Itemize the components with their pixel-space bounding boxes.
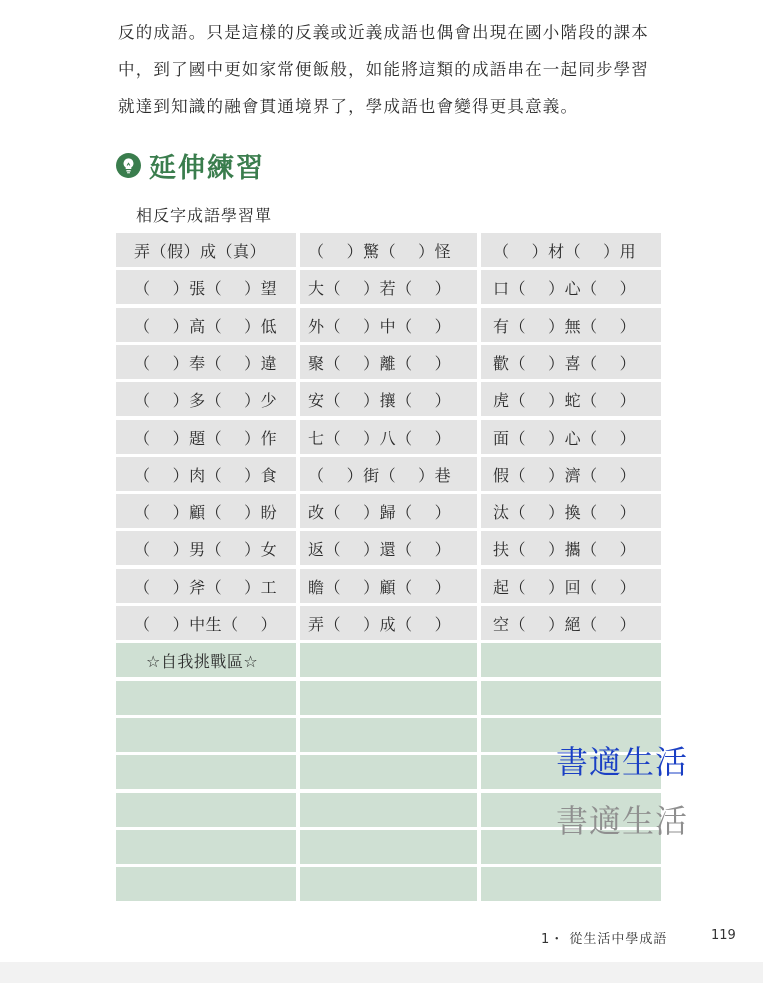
challenge-cell[interactable] <box>116 867 296 901</box>
idiom-cell: （ ）中生（ ） <box>116 606 296 640</box>
idiom-cell: （ ）斧（ ）工 <box>116 569 296 603</box>
idiom-cell: （ ）驚（ ）怪 <box>300 233 477 267</box>
idiom-cell: 安（ ）攘（ ） <box>300 382 477 416</box>
idiom-cell: （ ）材（ ）用 <box>481 233 661 267</box>
page-bottom-band <box>0 962 763 983</box>
idiom-cell: （ ）奉（ ）違 <box>116 345 296 379</box>
worksheet-title: 相反字成語學習單 <box>136 206 273 225</box>
idiom-cell: （ ）多（ ）少 <box>116 382 296 416</box>
idiom-cell: 汰（ ）換（ ） <box>481 494 661 528</box>
idiom-cell: （ ）顧（ ）盼 <box>116 494 296 528</box>
challenge-cell[interactable] <box>116 830 296 864</box>
challenge-cell[interactable] <box>116 793 296 827</box>
idiom-cell: 弄（ ）成（ ） <box>300 606 477 640</box>
section-heading <box>116 146 265 185</box>
idiom-cell: 面（ ）心（ ） <box>481 420 661 454</box>
challenge-cell[interactable] <box>300 830 477 864</box>
idiom-cell: 弄（假）成（真） <box>116 233 296 267</box>
challenge-cell[interactable] <box>300 643 477 677</box>
idiom-cell: 假（ ）濟（ ） <box>481 457 661 491</box>
challenge-cell[interactable] <box>481 867 661 901</box>
idiom-cell: （ ）高（ ）低 <box>116 308 296 342</box>
challenge-cell[interactable] <box>481 681 661 715</box>
idiom-cell: 虎（ ）蛇（ ） <box>481 382 661 416</box>
idiom-cell: 七（ ）八（ ） <box>300 420 477 454</box>
idiom-cell: 口（ ）心（ ） <box>481 270 661 304</box>
idiom-cell: 大（ ）若（ ） <box>300 270 477 304</box>
challenge-cell[interactable] <box>116 681 296 715</box>
challenge-cell[interactable] <box>481 643 661 677</box>
watermark-gray: 書適生活 <box>556 802 689 840</box>
idiom-cell: 返（ ）還（ ） <box>300 531 477 565</box>
idiom-cell: 瞻（ ）顧（ ） <box>300 569 477 603</box>
page-number: 119 <box>711 928 736 943</box>
idiom-cell: 空（ ）絕（ ） <box>481 606 661 640</box>
challenge-label: ☆自我挑戰區☆ <box>116 643 296 677</box>
idiom-cell: （ ）題（ ）作 <box>116 420 296 454</box>
idiom-cell: 歡（ ）喜（ ） <box>481 345 661 379</box>
idiom-cell: 改（ ）歸（ ） <box>300 494 477 528</box>
section-title: 延伸練習 <box>149 153 265 184</box>
idiom-cell: 起（ ）回（ ） <box>481 569 661 603</box>
idiom-cell: 外（ ）中（ ） <box>300 308 477 342</box>
footer-chapter: 1・ 從生活中學成語 <box>541 932 668 947</box>
challenge-cell[interactable] <box>300 681 477 715</box>
idiom-cell: （ ）肉（ ）食 <box>116 457 296 491</box>
idiom-cell: （ ）街（ ）巷 <box>300 457 477 491</box>
challenge-cell[interactable] <box>116 755 296 789</box>
intro-paragraph <box>118 14 678 125</box>
paragraph-line: 中，到了國中更如家常便飯般，如能將這類的成語串在一起同步學習 <box>118 60 649 79</box>
challenge-cell[interactable] <box>300 867 477 901</box>
challenge-cell[interactable] <box>300 755 477 789</box>
idiom-cell: 有（ ）無（ ） <box>481 308 661 342</box>
watermark-blue: 書適生活 <box>556 743 689 781</box>
idiom-cell: （ ）男（ ）女 <box>116 531 296 565</box>
challenge-cell[interactable] <box>300 718 477 752</box>
paragraph-line: 反的成語。只是這樣的反義或近義成語也偶會出現在國小階段的課本 <box>118 23 649 42</box>
idiom-cell: 聚（ ）離（ ） <box>300 345 477 379</box>
idiom-cell: 扶（ ）攜（ ） <box>481 531 661 565</box>
paragraph-line: 就達到知識的融會貫通境界了，學成語也會變得更具意義。 <box>118 97 579 116</box>
challenge-cell[interactable] <box>300 793 477 827</box>
lightbulb-icon <box>116 153 141 178</box>
idiom-cell: （ ）張（ ）望 <box>116 270 296 304</box>
challenge-cell[interactable] <box>116 718 296 752</box>
